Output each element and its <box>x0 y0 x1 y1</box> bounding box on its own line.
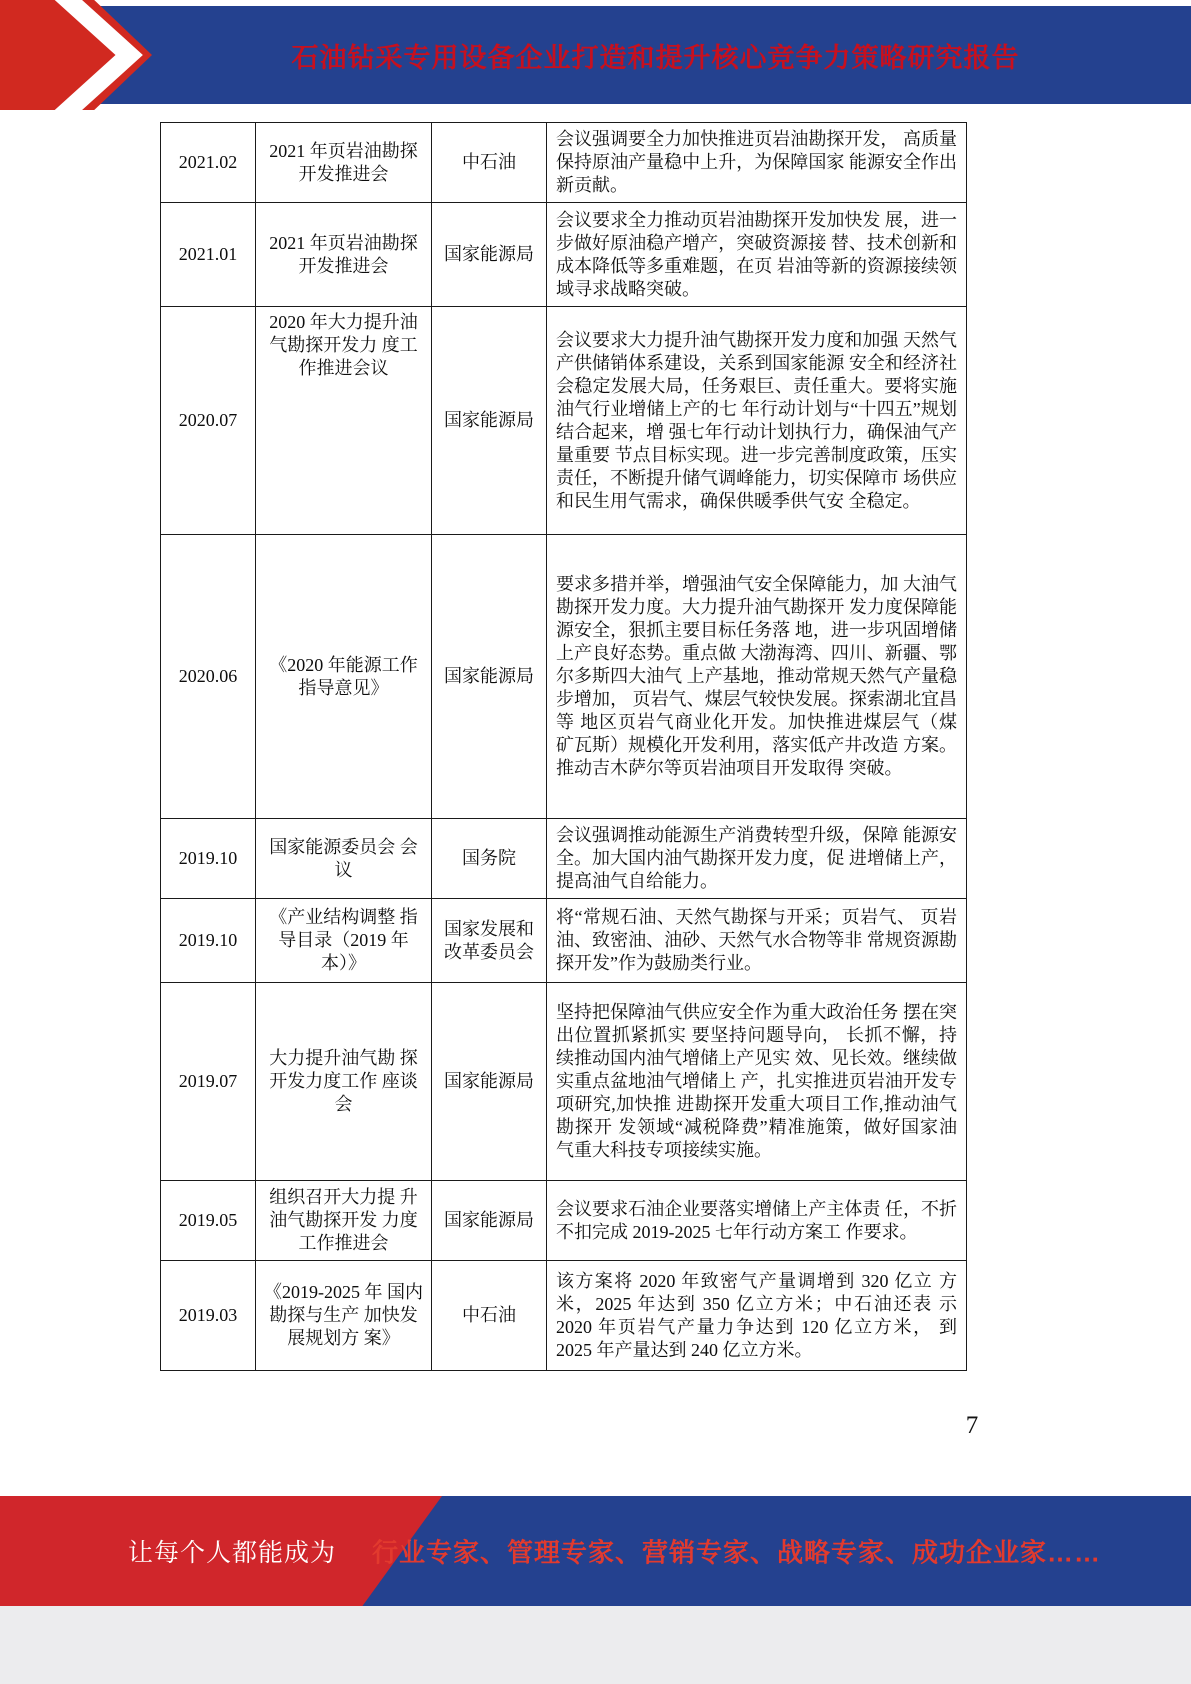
table-row <box>161 1181 967 1261</box>
cell-date: 2021.01 <box>161 203 256 307</box>
table-row <box>161 819 967 899</box>
cell-date: 2019.03 <box>161 1261 256 1371</box>
cell-description: 会议强调要全力加快推进页岩油勘探开发， 高质量保持原油产量稳中上升，为保障国家 能源安全作出新贡献。 <box>547 123 967 203</box>
table-row <box>161 307 967 535</box>
cell-description: 将“常规石油、天然气勘探与开采；页岩气、 页岩油、致密油、油砂、天然气水合物等非 常规资源勘探开发”作为鼓励类行业。 <box>547 899 967 983</box>
cell-event-name: 国家能源委员会 会议 <box>256 819 432 899</box>
table-row <box>161 1261 967 1371</box>
cell-date: 2019.07 <box>161 983 256 1181</box>
cell-organization: 国务院 <box>432 819 547 899</box>
cell-organization: 中石油 <box>432 1261 547 1371</box>
cell-date: 2019.10 <box>161 819 256 899</box>
table-row <box>161 203 967 307</box>
cell-organization: 国家能源局 <box>432 1181 547 1261</box>
cell-event-name: 2020 年大力提升油气勘探开发力 度工作推进会议 <box>256 307 432 535</box>
table-row <box>161 535 967 819</box>
policy-table <box>160 122 967 1371</box>
cell-description: 坚持把保障油气供应安全作为重大政治任务 摆在突出位置抓紧抓实 要坚持问题导向， 长抓不懈，持续推动国内油气增储上产见实 效、见长效。继续做实重点盆地油气增储上 产，扎实推进页岩油开发专项研究,加快推 进勘探开发重大项目工作,推动油气勘探开 发领域“减税降费”精准施策，做好国家油 气重大科技专项接续实施。 <box>547 983 967 1181</box>
cell-date: 2021.02 <box>161 123 256 203</box>
cell-event-name: 大力提升油气勘 探开发力度工作 座谈会 <box>256 983 432 1181</box>
cell-organization: 国家能源局 <box>432 203 547 307</box>
cell-event-name: 组织召开大力提 升油气勘探开发 力度工作推进会 <box>256 1181 432 1261</box>
cell-description: 会议强调推动能源生产消费转型升级，保障 能源安全。加大国内油气勘探开发力度，促 进增储上产，提高油气自给能力。 <box>547 819 967 899</box>
cell-organization: 国家发展和 改革委员会 <box>432 899 547 983</box>
cell-event-name: 《2019-2025 年 国内勘探与生产 加快发展规划方 案》 <box>256 1261 432 1371</box>
cell-description: 要求多措并举，增强油气安全保障能力，加 大油气勘探开发力度。大力提升油气勘探开 发力度保障能源安全，狠抓主要目标任务落 地，进一步巩固增储上产良好态势。重点做 大渤海湾、四川、新疆、鄂尔多斯四大油气 上产基地，推动常规天然气产量稳步增加， 页岩气、煤层气较快发展。探索湖北宜昌等 地区页岩气商业化开发。加快推进煤层气（煤 矿瓦斯）规模化开发利用，落实低产井改造 方案。推动吉木萨尔等页岩油项目开发取得 突破。 <box>547 535 967 819</box>
cell-event-name: 2021 年页岩油勘探开发推进会 <box>256 203 432 307</box>
cell-event-name: 2021 年页岩油勘探开发推进会 <box>256 123 432 203</box>
cell-date: 2020.07 <box>161 307 256 535</box>
cell-organization: 中石油 <box>432 123 547 203</box>
cell-date: 2019.10 <box>161 899 256 983</box>
cell-event-name: 《2020 年能源工作指导意见》 <box>256 535 432 819</box>
cell-description: 会议要求全力推动页岩油勘探开发加快发 展，进一步做好原油稳产增产，突破资源接 替、技术创新和成本降低等多重难题，在页 岩油等新的资源接续领域寻求战略突破。 <box>547 203 967 307</box>
cell-organization: 国家能源局 <box>432 307 547 535</box>
footer-slogan: 让每个人都能成为 <box>128 1539 337 1567</box>
cell-organization: 国家能源局 <box>432 535 547 819</box>
cell-organization: 国家能源局 <box>432 983 547 1181</box>
cell-date: 2019.05 <box>161 1181 256 1261</box>
cell-description: 会议要求大力提升油气勘探开发力度和加强 天然气产供储销体系建设，关系到国家能源 安全和经济社会稳定发展大局，任务艰巨、责任重大。要将实施油气行业增储上产的七 年行动计划与“十四五”规划结合起来，增 强七年行动计划执行力，确保油气产量重要 节点目标实现。进一步完善制度政策，压实 责任，不断提升储气调峰能力，切实保障市 场供应和民生用气需求，确保供暖季供气安 全稳定。 <box>547 307 967 535</box>
cell-date: 2020.06 <box>161 535 256 819</box>
footer-experts-text: 行业专家、管理专家、营销专家、战略专家、成功企业家…… <box>372 1537 1102 1568</box>
table-row <box>161 899 967 983</box>
page-number: 7 <box>965 1412 979 1439</box>
page-footer <box>0 1496 1191 1606</box>
report-title: 石油钻采专用设备企业打造和提升核心竞争力策略研究报告 <box>291 42 1020 73</box>
page-header <box>0 6 1191 104</box>
footer-bottom-strip <box>0 1606 1191 1684</box>
header-arrow-icon <box>0 0 152 110</box>
table-row <box>161 983 967 1181</box>
cell-event-name: 《产业结构调整 指导目录（2019 年本）》 <box>256 899 432 983</box>
cell-description: 会议要求石油企业要落实增储上产主体责 任，不折不扣完成 2019-2025 七年行动方案工 作要求。 <box>547 1181 967 1261</box>
table-row <box>161 123 967 203</box>
cell-description: 该方案将 2020 年致密气产量调增到 320 亿立 方米，2025 年达到 350 亿立方米；中石油还表 示 2020 年页岩气产量力争达到 120 亿立方米， 到 2025 年产量达到 240 亿立方米。 <box>547 1261 967 1371</box>
